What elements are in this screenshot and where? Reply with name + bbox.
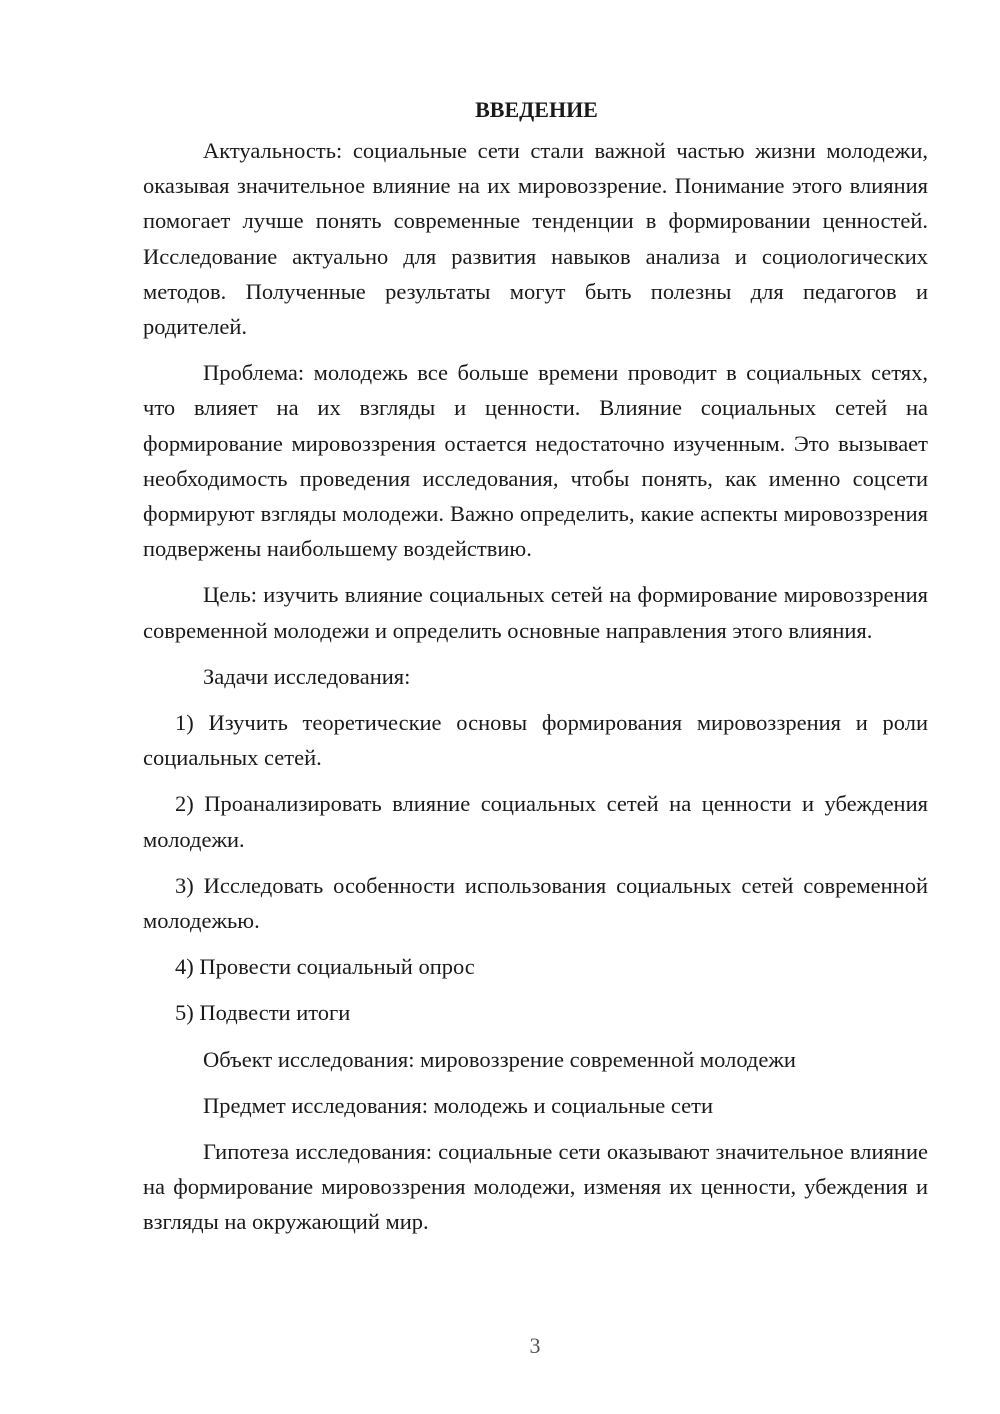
document-page: [143, 93, 928, 1251]
research-subject: Предмет исследования: молодежь и социальные сети: [203, 1092, 714, 1118]
task-item-3: 3) Исследовать особенности использования социальных сетей современной молодежью.: [143, 872, 928, 934]
task-item-2: 2) Проанализировать влияние социальных сетей на ценности и убеждения молодежи.: [143, 791, 928, 852]
paragraph-problem: Проблема: молодежь все больше времени проводит в социальных сетях, что влияет на их взгляды и ценности. Влияние социальных сетей на формирование мировоззрения остается недостаточно изученным. Это вызывает необходимость проведения исследования, чтобы понять, как именно соцсети формируют взгляды молодежи. Важно определить, какие аспекты мировоззрения подвержены наибольшему воздействию.: [143, 360, 928, 562]
task-item-1: 1) Изучить теоретические основы формирования мировоззрения и роли социальных сетей.: [143, 710, 928, 771]
paragraph-goal: Цель: изучить влияние социальных сетей на формирование мировоззрения современной молодежи и определить основные направления этого влияния.: [143, 582, 928, 643]
document-title: ВВЕДЕНИЕ: [475, 97, 598, 122]
task-item-5: 5) Подвести итоги: [175, 1000, 351, 1026]
tasks-heading: Задачи исследования:: [203, 663, 411, 689]
page-number: 3: [529, 1333, 541, 1358]
task-item-4: 4) Провести социальный опрос: [175, 954, 475, 980]
research-hypothesis: Гипотеза исследования: социальные сети оказывают значительное влияние на формирование мировоззрения молодежи, изменяя их ценности, убеждения и взгляды на окружающий мир.: [143, 1139, 928, 1235]
research-object: Объект исследования: мировоззрение современной молодежи: [203, 1046, 796, 1072]
paragraph-relevance: Актуальность: социальные сети стали важной частью жизни молодежи, оказывая значительное влияние на их мировоззрение. Понимание этого влияния помогает лучше понять современные тенденции в формировании ценностей. Исследование актуально для развития навыков анализа и социологических методов. Полученные результаты могут быть полезны для педагогов и родителей.: [143, 138, 928, 340]
